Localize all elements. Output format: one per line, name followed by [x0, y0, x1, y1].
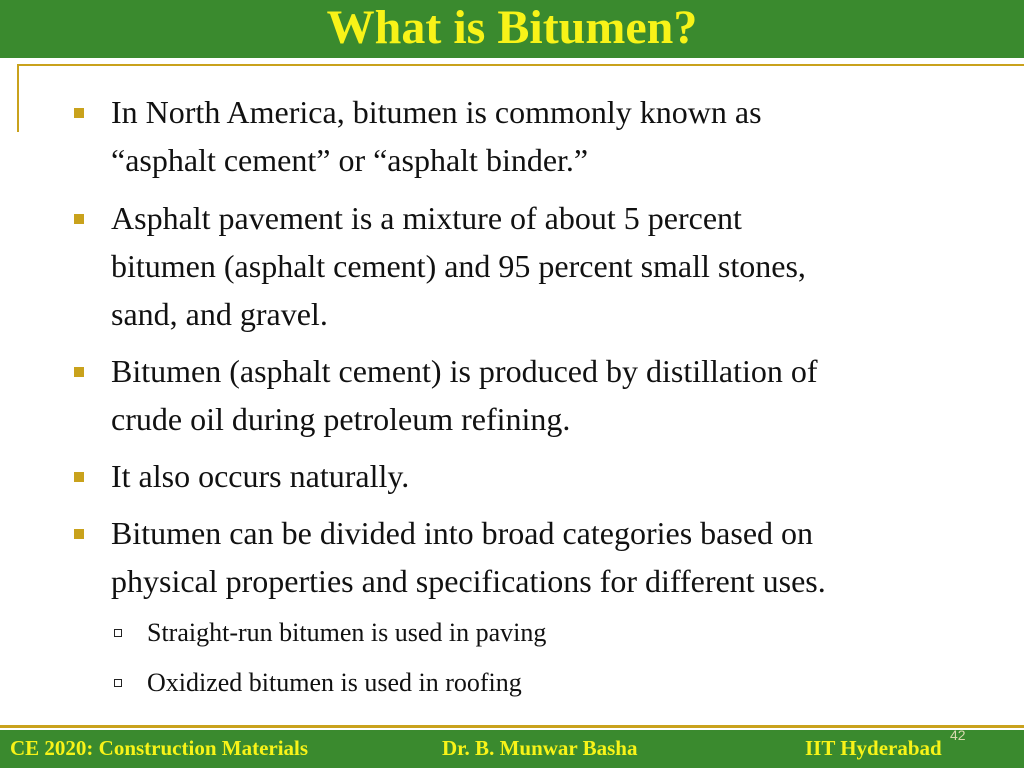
bullet-line: Bitumen (asphalt cement) is produced by distillation of	[111, 353, 818, 389]
bullet-line: physical properties and specifications for different uses.	[111, 563, 826, 599]
bullet-line: “asphalt cement” or “asphalt binder.”	[111, 142, 589, 178]
bullet-line: In North America, bitumen is commonly known as	[111, 94, 762, 130]
sub-bullet-marker	[114, 629, 122, 637]
bullet-line: It also occurs naturally.	[111, 458, 410, 494]
bullet-line: Bitumen can be divided into broad categories based on	[111, 515, 814, 551]
bullet-text	[111, 194, 981, 338]
top-divider	[17, 64, 1024, 66]
bullet-text	[111, 347, 981, 443]
page-number: 42	[950, 727, 966, 743]
footer-instructor: Dr. B. Munwar Basha	[442, 736, 638, 760]
left-divider	[17, 64, 19, 132]
bullet-marker	[74, 108, 84, 118]
bullet-line: bitumen (asphalt cement) and 95 percent small stones,	[111, 248, 806, 284]
bullet-text	[111, 88, 981, 184]
bullet-line: Asphalt pavement is a mixture of about 5 percent	[111, 200, 742, 236]
bottom-divider	[0, 725, 1024, 728]
bullet-line: sand, and gravel.	[111, 296, 328, 332]
bullet-text	[111, 452, 981, 500]
bullet-marker	[74, 367, 84, 377]
sub-bullet-marker	[114, 679, 122, 687]
slide-title: What is Bitumen?	[326, 1, 698, 54]
bullet-marker	[74, 529, 84, 539]
bullet-marker	[74, 214, 84, 224]
bullet-line: crude oil during petroleum refining.	[111, 401, 571, 437]
bullet-text	[111, 509, 981, 605]
footer-course: CE 2020: Construction Materials	[10, 736, 309, 760]
bullet-marker	[74, 472, 84, 482]
sub-bullet-text: Straight-run bitumen is used in paving	[147, 618, 547, 647]
footer-institute: IIT Hyderabad	[805, 736, 942, 760]
sub-bullet-text: Oxidized bitumen is used in roofing	[147, 668, 522, 697]
